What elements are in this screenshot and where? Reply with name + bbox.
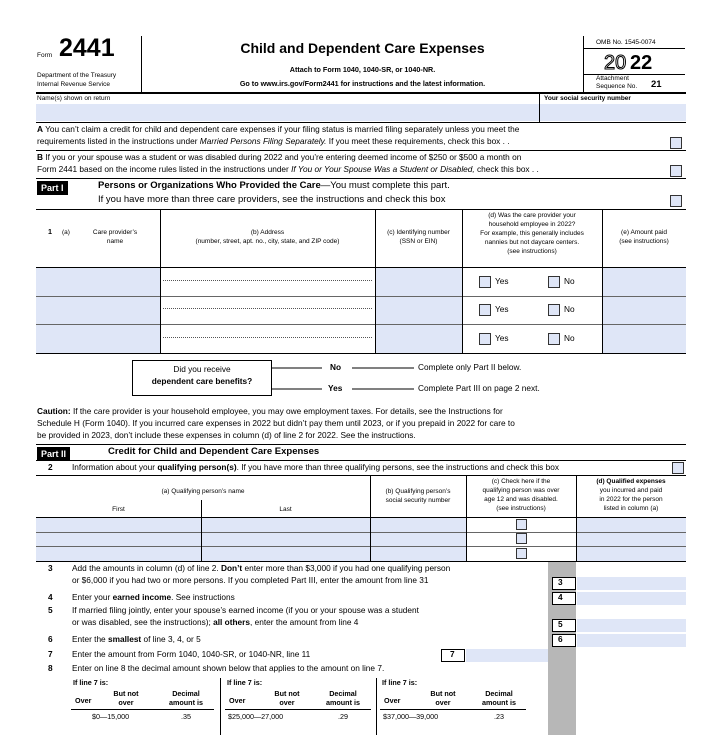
household-employee-no-checkbox[interactable] [548, 276, 560, 288]
household-employee-yes-checkbox[interactable] [479, 304, 491, 316]
line6-box-number: 6 [558, 634, 563, 644]
rate-row1-range: $25,000—27,000 [228, 712, 284, 721]
last-name-header: Last [279, 506, 292, 513]
rate-over-header: Over [229, 696, 246, 705]
household-employee-no-checkbox[interactable] [548, 304, 560, 316]
name-label: Name(s) shown on return [37, 95, 111, 102]
part1-col-d-header2: household employee in 2022? [488, 221, 576, 228]
part1-col-e-header1: (e) Amount paid [621, 229, 667, 236]
part1-col-a-letter: (a) [62, 229, 70, 236]
line3-box [552, 577, 576, 590]
part2-col-c-header1: (c) Check here if the [491, 478, 551, 485]
sequence-number: 21 [651, 79, 662, 90]
disabled-over-12-checkbox[interactable] [516, 548, 527, 559]
sequence-label: Sequence No. [596, 83, 638, 90]
rate-butnot-header2: over [279, 698, 295, 707]
line7-number: 7 [48, 649, 53, 659]
part1-col-a-header1: Care provider’s [92, 229, 138, 236]
part2-col-d-header3: in 2022 for the person [599, 496, 663, 503]
name-bottom-rule [36, 122, 686, 123]
line4-text: Enter your earned income. See instructions [72, 592, 235, 602]
line3-text1: Add the amounts in column (d) of line 2. Don’t enter more than $3,000 if you had one qualifying person [72, 563, 451, 573]
part1-header-rule [36, 209, 686, 210]
year-bold: 22 [630, 52, 653, 74]
part1-col-d-header4: nannies but not daycare centers. [484, 239, 580, 246]
line5-amount-field[interactable] [577, 619, 686, 632]
line7-text: Enter the amount from Form 1040, 1040-SR, or 1040-NR, line 11 [72, 649, 311, 659]
line2-number: 2 [48, 462, 53, 472]
rate-row1-decimal: .35 [181, 712, 191, 721]
header-divider-left [141, 36, 142, 92]
rate-decimal-header2: amount is [169, 698, 203, 707]
line-b-checkbox[interactable] [670, 165, 682, 177]
dept-treasury: Department of the Treasury [37, 72, 117, 79]
caution-line2: Schedule H (Form 1040). If you incurred care expenses in 2022 but didn’t pay them until 2023, or if you prepaid in 2022 for care to [37, 418, 515, 428]
benefits-no-instruction: Complete only Part II below. [418, 362, 522, 372]
no-label: No [564, 276, 575, 286]
rate-decimal-header1: Decimal [329, 689, 357, 698]
line8-text: Enter on line 8 the decimal amount shown below that applies to the amount on line 7. [72, 663, 385, 673]
line5-box [552, 619, 576, 632]
part2-col-divider [201, 500, 202, 561]
omb-rule [583, 48, 685, 49]
no-label: No [564, 304, 575, 314]
part2-title-rule [36, 460, 686, 461]
amount-paid-column[interactable] [602, 268, 686, 353]
attachment-label: Attachment [596, 75, 629, 82]
part1-subtitle: If you have more than three care providers, see the instructions and check this box [98, 194, 446, 205]
form-number: 2441 [59, 34, 115, 62]
part2-row-rule [36, 546, 686, 547]
omb-number: OMB No. 1545-0074 [596, 39, 656, 46]
line2-more-persons-checkbox[interactable] [672, 462, 684, 474]
line7-amount-field[interactable] [466, 649, 548, 662]
part1-bottom-rule [36, 353, 686, 354]
part2-col-divider [466, 475, 467, 561]
part1-col-divider [160, 209, 161, 353]
year-outline: 20 [604, 52, 627, 74]
benefits-question-line1: Did you receive [173, 364, 231, 374]
rate-row1-range: $37,000—39,000 [383, 712, 439, 721]
rate-header-rule [225, 709, 371, 710]
line-b-text1: B If you or your spouse was a student or was disabled during 2022 and you’re entering deemed income of $250 or $500 a month on [37, 152, 522, 162]
part2-title: Credit for Child and Dependent Care Expenses [108, 446, 320, 457]
part1-col-b-header2: (number, street, apt. no., city, state, and ZIP code) [195, 238, 340, 245]
part2-col-c-header3: age 12 and was disabled. [484, 496, 558, 503]
part1-row-rule [36, 324, 686, 325]
line3-text2: or $6,000 if you had two or more persons. If you completed Part III, enter the amount from line 31 [72, 575, 429, 585]
rate-butnot-header2: over [435, 698, 451, 707]
dept-irs: Internal Revenue Service [37, 81, 110, 88]
header-bottom-rule [36, 92, 686, 94]
part2-badge: Part II [37, 447, 70, 461]
rate-if-line7-3: If line 7 is: [382, 678, 418, 687]
rate-row1-decimal: .23 [494, 712, 504, 721]
caution-line3: be provided in 2023, don’t include these expenses in column (d) of line 2 for 2022. See the instructions. [37, 430, 416, 440]
disabled-over-12-checkbox[interactable] [516, 519, 527, 530]
ssn-field[interactable] [540, 104, 686, 121]
benefits-question-line2: dependent care benefits? [151, 376, 253, 386]
line-a-text1: A You can’t claim a credit for child and dependent care expenses if your filing status is married filing separately unless you meet the [37, 124, 520, 134]
care-provider-name-column[interactable] [36, 268, 160, 353]
rate-header-rule [380, 709, 526, 710]
form-word: Form [37, 52, 53, 59]
line5-text1: If married filing jointly, enter your spouse’s earned income (if you or your spouse was a student [72, 605, 419, 615]
rate-block-divider [376, 678, 377, 735]
line6-text: Enter the smallest of line 3, 4, or 5 [72, 634, 201, 644]
line4-box-number: 4 [558, 592, 563, 602]
household-employee-no-checkbox[interactable] [548, 333, 560, 345]
line4-amount-field[interactable] [577, 592, 686, 605]
line8-number: 8 [48, 663, 53, 673]
part2-col-d-header4: listed in column (a) [603, 505, 659, 512]
part1-title: Persons or Organizations Who Provided the Care—You must complete this part. [98, 180, 450, 191]
rate-decimal-header1: Decimal [172, 689, 200, 698]
part2-rows-bottom-rule [36, 561, 686, 562]
part1-col-e-header2: (see instructions) [619, 238, 669, 245]
part1-line1-number: 1 [48, 227, 52, 236]
part1-col-divider [602, 209, 603, 353]
ssn-label: Your social security number [544, 95, 631, 102]
disabled-over-12-checkbox[interactable] [516, 533, 527, 544]
benefits-yes-instruction: Complete Part III on page 2 next. [418, 383, 540, 393]
rate-row1-decimal: .29 [338, 712, 348, 721]
part2-col-b-header2: social security number [385, 497, 451, 504]
part1-col-b-header1: (b) Address [250, 229, 285, 236]
line4-number: 4 [48, 592, 53, 602]
attach-note: Attach to Form 1040, 1040-SR, or 1040-NR. [289, 65, 436, 74]
part1-col-divider [375, 209, 376, 353]
line5-box-number: 5 [558, 619, 563, 629]
part2-row-rule [36, 532, 686, 533]
rate-over-header: Over [75, 696, 92, 705]
part1-col-d-header1: (d) Was the care provider your [488, 212, 576, 219]
rate-butnot-header1: But not [274, 689, 300, 698]
line7-box-number: 7 [450, 649, 455, 659]
yes-label: Yes [495, 304, 509, 314]
line5-text2: or was disabled, see the instructions); all others, enter the amount from line 4 [72, 617, 359, 627]
address-line[interactable] [163, 308, 372, 309]
part1-row-rule [36, 296, 686, 297]
benefits-flow-arrows [272, 362, 422, 398]
rate-decimal-header2: amount is [326, 698, 360, 707]
rate-butnot-header1: But not [113, 689, 139, 698]
line5-number: 5 [48, 605, 53, 615]
caution-line1: Caution: If the care provider is your household employee, you may owe employment taxes. For details, see the Instructions for [37, 406, 503, 416]
part2-col-divider [576, 475, 577, 561]
part1-col-a-header2: name [106, 238, 124, 245]
part2-col-a-header: (a) Qualifying person’s name [161, 488, 245, 495]
no-label: No [564, 333, 575, 343]
rate-over-header: Over [384, 696, 401, 705]
part2-col-c-header2: qualifying person was over [482, 487, 560, 494]
qualified-expenses-column[interactable] [576, 518, 686, 561]
yes-label: Yes [495, 276, 509, 286]
address-line[interactable] [163, 280, 372, 281]
part2-col-c-header4: (see instructions) [496, 505, 546, 512]
part2-col-d-header1: (d) Qualified expenses [596, 478, 666, 485]
line2-text: Information about your qualifying person(s). If you have more than three qualifying persons, see the instructions and check this box [72, 462, 560, 472]
line-b-text2: Form 2441 based on the income rules listed in the instructions under If You or Your Spouse Was a Student or Disabled, check this box . . [37, 164, 539, 174]
goto-note: Go to www.irs.gov/Form2441 for instructions and the latest information. [239, 79, 486, 88]
part1-col-divider [462, 209, 463, 353]
rate-butnot-header1: But not [430, 689, 456, 698]
part1-col-d-header3: For example, this generally includes [480, 230, 584, 237]
line6-number: 6 [48, 634, 53, 644]
line2-header-rule [36, 475, 686, 476]
line-a-checkbox[interactable] [670, 137, 682, 149]
rate-row1-range: $0—15,000 [92, 712, 130, 721]
rate-if-line7-1: If line 7 is: [73, 678, 109, 687]
part2-col-d-header2: you incurred and paid [599, 487, 663, 494]
benefits-no-label: No [330, 362, 342, 372]
part2-col-b-header1: (b) Qualifying person’s [385, 488, 451, 495]
form-title: Child and Dependent Care Expenses [240, 40, 485, 56]
identifying-number-column[interactable] [375, 268, 462, 353]
part1-badge: Part I [37, 181, 68, 195]
line3-number: 3 [48, 563, 53, 573]
line-b-rule [36, 178, 686, 179]
first-name-header: First [112, 506, 125, 513]
line3-amount-field[interactable] [577, 577, 686, 590]
rate-decimal-header1: Decimal [485, 689, 513, 698]
part1-col-c-header2: (SSN or EIN) [399, 238, 438, 245]
part1-more-providers-checkbox[interactable] [670, 195, 682, 207]
line6-amount-field[interactable] [577, 634, 686, 647]
qualifying-person-rows[interactable] [36, 518, 466, 561]
rate-if-line7-2: If line 7 is: [227, 678, 263, 687]
line4-box [552, 592, 576, 605]
rate-decimal-header2: amount is [482, 698, 516, 707]
line-a-rule [36, 150, 686, 151]
rate-block-divider [220, 678, 221, 735]
part2-col-divider [370, 475, 371, 561]
line-a-text2: requirements listed in the instructions under Married Persons Filing Separately. If you meet these requirements, check this box . . [37, 136, 510, 146]
address-line[interactable] [163, 337, 372, 338]
part1-col-c-header1: (c) Identifying number [387, 229, 450, 236]
yes-label: Yes [495, 333, 509, 343]
household-employee-yes-checkbox[interactable] [479, 276, 491, 288]
benefits-yes-label: Yes [328, 383, 343, 393]
header-divider-right [583, 36, 584, 92]
line3-box-number: 3 [558, 577, 563, 587]
rate-header-rule [71, 709, 214, 710]
line6-box [552, 634, 576, 647]
name-field[interactable] [36, 104, 539, 121]
part1-col-d-header5: (see instructions) [507, 248, 557, 255]
household-employee-yes-checkbox[interactable] [479, 333, 491, 345]
part2-top-rule [36, 444, 686, 445]
rate-butnot-header2: over [118, 698, 134, 707]
